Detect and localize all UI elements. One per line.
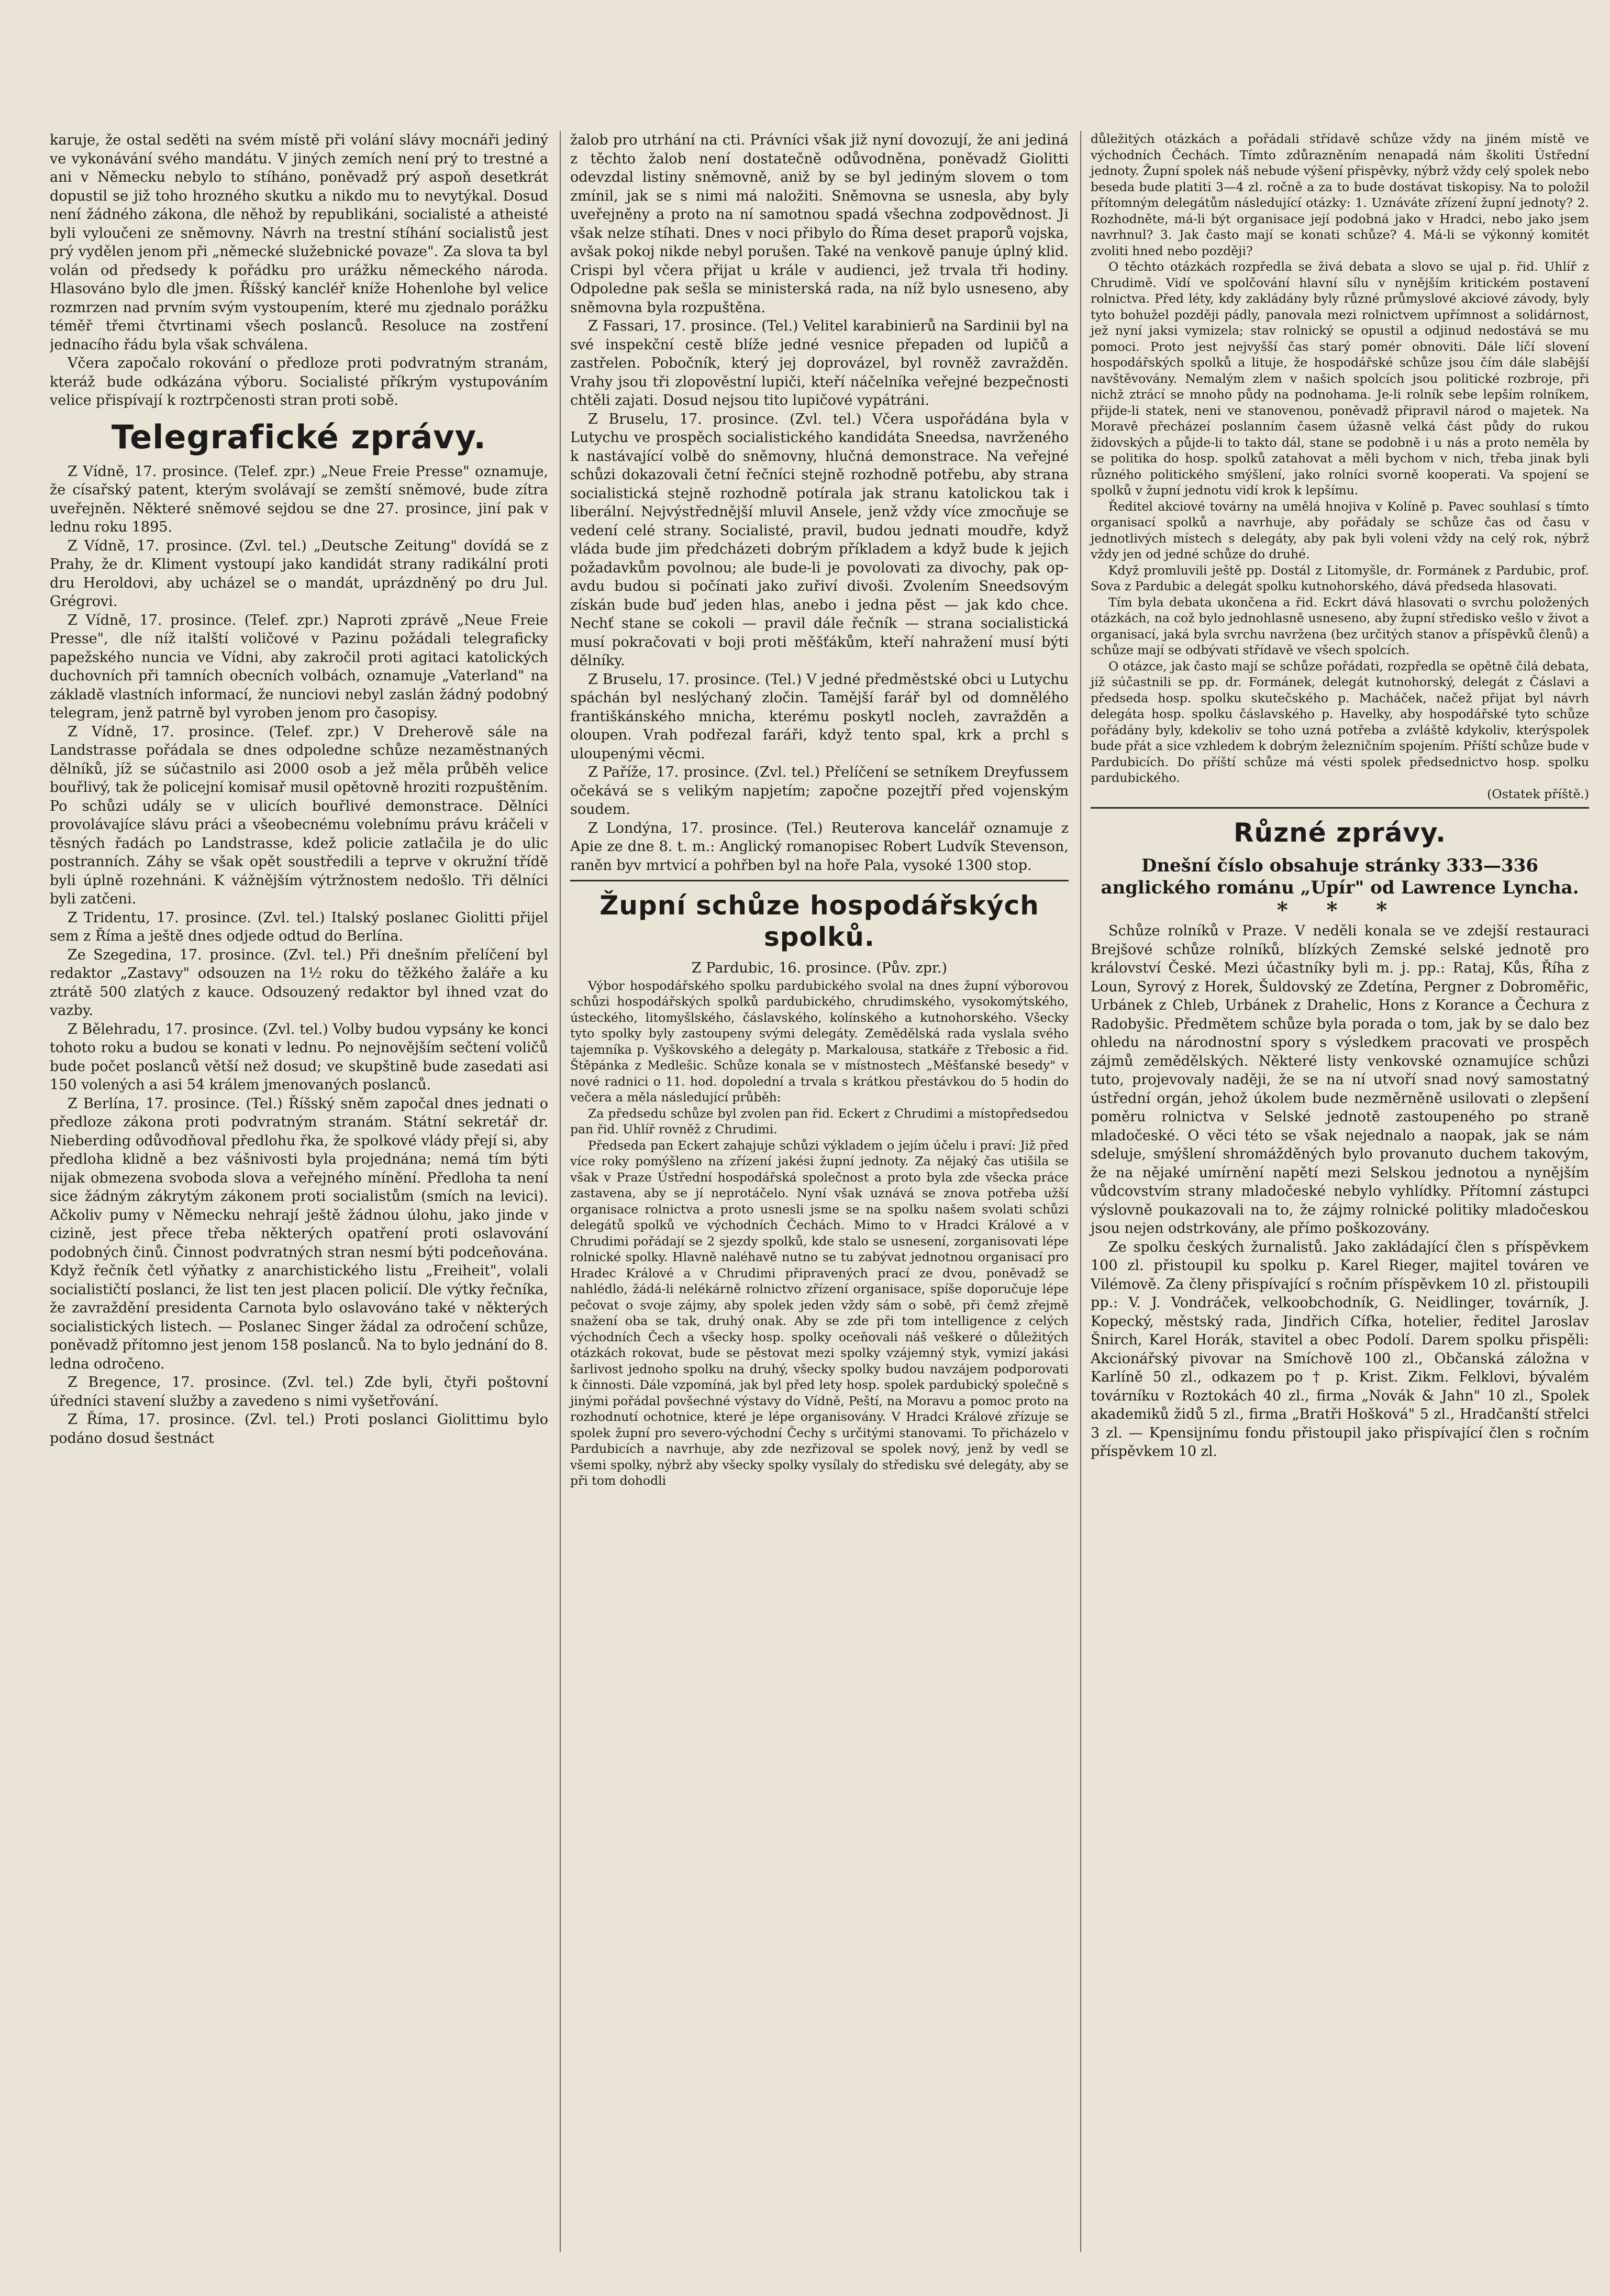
article-paragraph: O otázce, jak často mají se schůze pořádati, rozpředla se opětně čilá debata, jíž súčastnili se pp. dr. Formánek, delegát kutnohorský, delegát z Čáslavi a předseda hosp. spolku skutečského p. Macháček, načež přijat byl návrh delegáta hosp. spolku čáslavského p. Havelky, aby hospodářské tyto schůze pořádány byly, kdekoliv se toho uzná potřeba a zvláště kdykoliv, kterýspolek bude přát a sice vzhledem k dobrým železničním spojením. Příští schůze bude v Pardubicích. Do příští schůze má vésti spolek předsednictvo hosp. spolku pardubického. bbox=[1091, 658, 1589, 785]
news-item: Z Bruselu, 17. prosince. (Zvl. tel.) Včera uspořádána byla v Lutychu ve prospěch socialistického kandidáta Sneedsa, navrženého k nastávající volbě do sněmovny, hlučná demonstrace. Na veřejné schůzi dokazovali četní řečníci stejně rozhodně potřebu, aby strana socialistická stejně rozhodně potírala jak stranu katolickou tak i liberální. Nejvýstřednější mluvil Ansele, jenž vždy více zmocňuje se vedení celé strany. Socialisté, pravil, budou jednati moudře, když vláda bude jim předcházeti dobrým příkladem a když bude k jejich požadavkům povolnou; ale bude-li je povolovati za divochy, pak op-avdu budou si počínati jako zuřiví divoši. Zvolením Sneedsovým získán bude buď jeden hlas, anebo i jedna pěst — jak kdo chce. Nechť stane se cokoli — pravil dále řečník — strana socialistická musí pokračovati v boji proti měšťákům, kteří nahražení musí býti dělníky. bbox=[570, 411, 1069, 669]
news-item: Z Vídně, 17. prosince. (Telef. zpr.) „Neue Freie Presse" oznamuje, že císařský patent, kterým svolávají se zemští sněmové, bude zítra uveřejněn. Některé sněmové sejdou se dne 27. prosince, jiní pak v lednu roku 1895. bbox=[50, 463, 548, 535]
news-item: Z Bruselu, 17. prosince. (Tel.) V jedné předměstské obci u Lutychu spáchán byl neslýchaný zločin. Tamější farář byl od domnělého františkánského mnicha, kterému poskytl nocleh, zavražděn a oloupen. Vrah podřezal faráři, když tento spal, krk a prchl s uloupenými věcmi. bbox=[570, 671, 1069, 762]
column-left bbox=[50, 131, 548, 2252]
continuation-note: (Ostatek příště.) bbox=[1487, 786, 1589, 801]
news-item: Z Londýna, 17. prosince. (Tel.) Reuterova kancelář oznamuje z Apie ze dne 8. t. m.: Anglický romanopisec Robert Ludvík Stevenson, raněn byv mrtvicí a pohřben byl na hoře Pala, vysoké 1300 stop. bbox=[570, 820, 1069, 874]
article-paragraph: Výbor hospodářského spolku pardubického svolal na dnes župní výborovou schůzi hospodářských spolků pardubického, chrudimského, vysokomýtského, ústeckého, litomyšlského, čáslavského, kolínského a kutnohorského. Všecky tyto spolky byly zastoupeny svými delegáty. Zemědělská rada vyslala svého tajemníka p. Vyškovského a delegáty p. Markalousa, statkáře z Třebosic a řid. Štěpánka z Medlešic. Schůze konala se v místnostech „Měšťanské besedy" v nové radnici o 11. hod. dopolední a trvala s krátkou přestávkou do 5 hodin do večera a měla následující průběh: bbox=[570, 978, 1069, 1105]
news-item: Z Berlína, 17. prosince. (Tel.) Říšský sněm započal dnes jednati o předloze zákona proti podvratným stranám. Státní sekretář dr. Nieberding odůvodňoval předlohu řka, že spolkové vlády přejí si, aby předloha klidně a bez vášnivosti byla projednána; nemá tím býti nijak obmezena svoboda slova a veřejného mínění. Předloha ta není sice žádným zákrytým zákonem proti socialistům (smích na levici). Ačkoliv pumy v Německu nehrají ještě žádnou úlohu, jako jinde v cizině, jest přece třeba některých opatření proti oslavování podobných činů. Činnost podvratných stran nesmí býti podceňována. Když řečník četl výňatky z anarchistického listu „Freiheit", volali socialističtí poslanci, že list ten jest placen policií. Dle výtky řečníka, že zavraždění presidenta Carnota bylo oslavováno také v některých socialistických listech. — Poslanec Singer žádal za odročení schůze, poněvadž přítomno jest jenom 158 poslanců. Na to bylo jednání do 8. ledna odročeno. bbox=[50, 1095, 548, 1372]
divider bbox=[1091, 807, 1589, 809]
news-item: Z Tridentu, 17. prosince. (Zvl. tel.) Italský poslanec Giolitti přijel sem z Říma a ještě dnes odjede odtud do Berlína. bbox=[50, 909, 548, 944]
news-item: Ze spolku českých žurnalistů. Jako zakládající člen s příspěvkem 100 zl. přistoupil ku spolku p. Karel Rieger, majitel továren ve Vilémově. Za členy přispívající s ročním příspěvkem 10 zl. přistoupili pp.: V. J. Vondráček, velkoobchodník, G. Neidlinger, továrník, J. Kopecký, městský rada, Jindřich Cífka, hotelier, ředitel Jaroslav Šnirch, Karel Horák, stavitel a obec Podolí. Darem spolku přispěli: Akcionářský pivovar na Smíchově 100 zl., Občanská záložna v Karlíně 50 zl., odkazem po † p. Krist. Zikm. Felklovi, bývalém továrníku v Roztokách 40 zl., firma „Novák & Jahn" 10 zl., Spolek akademiků židů 5 zl., firma „Bratři Hošková" 5 zl., Hradčanští střelci 3 zl. — Kpensijnímu fondu přistoupil jako přispívající člen s ročním příspěvkem 10 zl. bbox=[1091, 1239, 1589, 1460]
news-item: Schůze rolníků v Praze. V neděli konala se ve zdejší restauraci Brejšové schůze rolníků, blízkých Zemské selské jednotě pro království České. Mezi účastníky byli m. j. pp.: Rataj, Kůs, Říha z Loun, Syrový z Horek, Šuldovský ze Zdetína, Pergner z Dobroměřic, Urbánek z Chleb, Urbánek z Drahelic, Hons z Korance a Čechura z Radobyšic. Předmětem schůze byla porada o tom, jak by se dalo bez ohledu na národnostní spory s výsledkem pracovati ve prospěch zájmů zemědělských. Některé listy venkovské oznamujíce schůzi tuto, projevovaly naději, že se na ní utvoří snad nový samostatný ústřední orgán, jehož úkolem bude nezměrněně usilovati o zlepšení poměru rolnictva v Selské jednotě zastoupeného po straně mladočeské. O věci této se však nejednalo a naopak, jak se nám sdeluje, smýšlení shromážděných bylo provanuto duchem takovým, že na nějaké umírnění napětí mezi Selskou jednotou a nynějším vůdcovstvím strany mladočeské nebylo vyhlídky. Přítomní zástupci výslovně poukazovali na to, že zájmy rolnické politiky mladočeskou jsou nejen odstrkovány, ale přímo poškozovány. bbox=[1091, 923, 1589, 1237]
news-item: Z Vídně, 17. prosince. (Telef. zpr.) Naproti zprávě „Neue Freie Presse", dle níž italští voličové v Pazinu požádali telegraficky papežského nuncia ve Vídni, aby zakročil proti agitaci katolických duchovních při tamních obecních volbách, oznamuje „Vaterland" na základě vlastních informací, že nunciovi nebyl zaslán žádný podobný telegram, jenž patrně byl vyroben jenom pro časopisy. bbox=[50, 612, 548, 721]
section-heading-telegraph: Telegrafické zprávy. bbox=[112, 417, 486, 456]
asterisk-divider: * * * bbox=[1276, 898, 1403, 922]
article-paragraph: Předseda pan Eckert zahajuje schůzi výkladem o jejím účelu i praví: Již před více roky pomýšleno na zřízení jakési župní jednoty. Za nějaký čas utišila se však v Praze Ústřední hospodářská společnost a proto byla zde všecka práce zastavena, aby se jí neprotáčelo. Nyní však uznává se znova potřeba užší organisace rolnictva a proto usnesli jsme se na spolku našem svolati schůzi delegátů spolků ve východních Čechách. Mimo to v Hradci Králové a v Chrudimi pořádají se 2 sjezdy spolků, kde stalo se usnesení, zorganisovati lépe rolnické spolky. Hlavně naléhavě nutno se tu zabývat jednotnou organisací pro Hradec Králové a v Chrudimi připravených prací ze dvou, poněvadž se nahlédlo, žádá-li nelékárně rolnictvo zřízení organisace, spíše doporučuje lépe pečovat o svoje zájmy, aby spolek jeden vždy sám o sobě, při čemž zřejmě snažení oba se tak, druhý onak. Aby se zde při tom intelligence z celých východních Čech a všecky hosp. spolky oceňovali náš veškeré o důležitých otázkách rokovat, bude se pěstovat mezi spolky vzájemný styk, vymizí jakási šarlivost jednoho spolku na druhý, všecky spolky budou navzájem podporovati k činnosti. Dále vzpomíná, jak byl před lety hosp. spolek pardubický společně s jinými pořádal povšechné výstavy do Vídně, Peští, na Moravu a pomoc proto na rozhodnutí ochotnice, které je lépe organisovány. V Hradci Králové zřízuje se spolek župní pro severo-východní Čechy s určitými stanovami. To přicházelo v Pardubicích a navrhuje, aby zde nezřizoval se spolek nový, jenž by vedl se všemi spolky, nýbrž aby všecky spolky vysílaly do středisku své delegáty, aby se při tom dohodli bbox=[570, 1138, 1069, 1488]
section-heading-zupni-schuze: Župní schůze hospodářských spolků. bbox=[599, 890, 1039, 952]
article-paragraph: Ředitel akciové továrny na umělá hnojiva v Kolíně p. Pavec souhlasí s tímto organisací spolků a navrhuje, aby pořádaly se schůze čas od času v jednotlivých místech s delegáty, aby pak byli voleni vždy na celý rok, nýbrž vždy jen od jedné schůze do druhé. bbox=[1091, 499, 1589, 561]
section-heading-ruzne-zpravy: Různé zprávy. bbox=[1234, 818, 1446, 848]
article-paragraph: Tím byla debata ukončena a řid. Eckrt dává hlasovati o svrchu položených otázkách, na což bylo jednohlasně usneseno, aby župní středisko vešlo v život a organisací, jaká byla svrchu navržena (bez určitých stanov a příspěvků členů) a schůze mají se odbývati střídavě ve všech spolcích. bbox=[1091, 594, 1589, 657]
news-item: Z Říma, 17. prosince. (Zvl. tel.) Proti poslanci Giolittimu bylo podáno dosud šestnáct bbox=[50, 1411, 548, 1447]
announcement: Dnešní číslo obsahuje stránky 333—336 anglického románu „Upír" od Lawrence Lyncha. bbox=[1101, 855, 1579, 898]
article-paragraph: O těchto otázkách rozpředla se živá debata a slovo se ujal p. řid. Uhlíř z Chrudimě. Vidí ve spolčování hlavní sílu v nynějším kritickém postavení rolnictva. Před léty, kdy zakládány byly různé průmyslové akciové závody, byly tyto bohužel později pádly, panovala mezi rolnictvem upřímnost a solidárnost, jež nyní jaksi vymizela; stav rolnický se opustil a odjinud nedostává se mu pomoci. Proto jest nejvyšší čas starý pomér obnoviti. Dále líčí slovení hospodářských spolků a lituje, že hospodářské schůze jsou čím dále slabější navštěvovány. Nemalým zlem v našich spolcích jsou politické rozbroje, při nichž ztrácí se mnoho půdy na podnohama. Je-li rolník sebe lepším rolníkem, přijde-li statek, neni ve stanovenou, poněvadž připravil národ o majetek. Na Moravě přecházeí poslanním časem úžasně velká část půdy do rukou židovských a půjde-li to takto dál, stane se podobně i u nás a proto neměla by se politika do hosp. spolků zatahovat a měli bychom v nich, třeba jinak byli různého politického smýšlení, jako rolníci svorně kooperati. Va spojení se spolků v župní jednotu vidí krok k lepšímu. bbox=[1091, 259, 1589, 498]
article-paragraph: Když promluvili ještě pp. Dostál z Litomyšle, dr. Formánek z Pardubic, prof. Sova z Pardubic a delegát spolku kutnohorského, dává předseda hlasovati. bbox=[1091, 562, 1589, 593]
article-paragraph: Za předsedu schůze byl zvolen pan řid. Eckert z Chrudimi a místopředsedou pan řid. Uhlíř rovněž z Chrudimi. bbox=[570, 1106, 1069, 1136]
column-right bbox=[1080, 131, 1589, 2252]
columns bbox=[50, 131, 1589, 2252]
dateline: Z Pardubic, 16. prosince. (Pův. zpr.) bbox=[691, 960, 948, 976]
news-item: Z Bělehradu, 17. prosince. (Zvl. tel.) Volby budou vypsány ke konci tohoto roku a budou se konati v lednu. Po nejnovějším sečtení voličů bude počet poslanců větší než dosud; ve skupštině bude zasedati asi 150 volených a asi 54 králem jmenovaných poslanců. bbox=[50, 1021, 548, 1093]
news-item: Z Paříže, 17. prosince. (Zvl. tel.) Přelíčení se setníkem Dreyfussem očekává se s velikým napjetím; započne pozejtří před vojenským soudem. bbox=[570, 764, 1069, 818]
divider bbox=[570, 880, 1069, 881]
article-paragraph: důležitých otázkách a pořádali střídavě schůze vždy na jiném místě ve východních Čechách. Tímto zdůrazněním nenapadá nám školiti Ústřední jednoty. Župní spolek náš nebude výšení přispěvky, nýbrž vždy celý spolek nebo beseda bude platiti 3—4 zl. ročně a za to bude dostávat tiskopisy. Na to položil přítomným delegátům následující otázky: 1. Uznáváte zřízení župní jednoty? 2. Rozhodněte, má-li být organisace její podobná jako v Hradci, nebo jako jsem navrhnul? 3. Jak často mají se konati schůze? 4. Má-li se výkonný komitét zvoliti hned nebo později? bbox=[1091, 131, 1589, 258]
news-item: žalob pro utrhání na cti. Právníci však již nyní dovozují, že ani jediná z těchto žalob není dostatečně odůvodněna, poněvadž Giolitti odevzdal listiny sněmovně, aniž by se byl jediným slovem o tom zmínil, jak se s nimi má naložiti. Sněmovna se usnesla, aby byly uveřejněny a proto na ní samotnou spadá všechna zodpovědnost. Ji však nelze stíhati. Dnes v noci přibylo do Říma deset praporů vojska, avšak pokoj nikde nebyl porušen. Také na venkově panuje úplný klid. Crispi byl včera přijat u krále v audienci, jež trvala tři hodiny. Odpoledne pak sešla se ministerská rada, na níž bylo usneseno, aby sněmovna byla rozpuštěna. bbox=[570, 132, 1069, 316]
news-item: Ze Szegedina, 17. prosince. (Zvl. tel.) Při dnešním přelíčení byl redaktor „Zastavy" odsouzen na 1½ roku do těžkého žaláře a ku ztrátě 500 zlatých z kauce. Odsouzený redaktor byl ihned vzat do vazby. bbox=[50, 946, 548, 1019]
news-item: Z Vídně, 17. prosince. (Telef. zpr.) V Dreherově sále na Landstrasse pořádala se dnes odpoledne schůze nezaměstnaných dělníků, jíž se súčastnilo asi 2000 osob a jež měla průběh velice bouřlivý, tak že policejní komisař musil opětovně hroziti rozpuštěním. Po schůzi udály se v ulicích bouřlivé demonstrace. Dělníci provolávajíce slávu práci a všeobecnému volebnímu právu kráčeli v těsných řadách po Landstrasse, kdež policie zatlačila je do ulic postranních. Záhy se však opět soustředili a teprve v okružní třídě byli úplně rozehnáni. K vážnějším výtržnostem nedošlo. Tři dělníci byli zatčeni. bbox=[50, 723, 548, 907]
news-item: Z Vídně, 17. prosince. (Zvl. tel.) „Deutsche Zeitung" dovídá se z Prahy, že dr. Kliment vystoupí jako kandidát strany radikální proti dru Heroldovi, aby ucházel se o mandát, uprázdněný po dru Jul. Grégrovi. bbox=[50, 537, 548, 610]
article-paragraph: karuje, že ostal seděti na svém místě při volání slávy mocnáři jediný ve vykonávání svého mandátu. V jiných zemích není prý to trestné a ani v Německu nebylo to stíháno, poněvadž prý aspoň desetkrát dopustil se již toho hrozného skutku a nikdo mu to nevytýkal. Dosud není žádného zákona, dle něhož by republikáni, socialisté a atheisté byli vyloučeni ze sněmovny. Návrh na trestní stíhání socialistů jest prý vydělen jenom při „německé služebnické povaze". Za slova ta byl volán od předsedy k pořádku pro urážku německého národa. Hlasováno bylo dle jmen. Říšský kancléř kníže Hohenlohe byl velice rozmrzen nad prvním svým vystoupením, které mu zjednalo porážku téměř třemi čtvrtinami všech poslanců. Resoluce na zostření jednacího řádu byla však schválena. bbox=[50, 132, 548, 353]
news-item: Z Bregence, 17. prosince. (Zvl. tel.) Zde byli, čtyři poštovní úředníci stavení služby a zavedeno s nimi vyšetřování. bbox=[50, 1374, 548, 1409]
article-paragraph: Včera započalo rokování o předloze proti podvratným stranám, kteráž bude odkázána výboru. Socialisté příkrým vystupováním velice přispívají k roztrpčenosti stran proti sobě. bbox=[50, 355, 548, 409]
news-item: Z Fassari, 17. prosince. (Tel.) Velitel karabinierů na Sardinii byl na své inspekční cestě blíže jedné vesnice přepaden od lupičů a zastřelen. Pobočník, který jej doprovázel, byl rovněž zavražděn. Vrahy jsou tři zlopověstní lupiči, kteří náčelníka veřejné bezpečnosti chtěli zajati. Dosud nejsou tito lupičové vypátráni. bbox=[570, 318, 1069, 409]
column-middle bbox=[560, 131, 1069, 2252]
